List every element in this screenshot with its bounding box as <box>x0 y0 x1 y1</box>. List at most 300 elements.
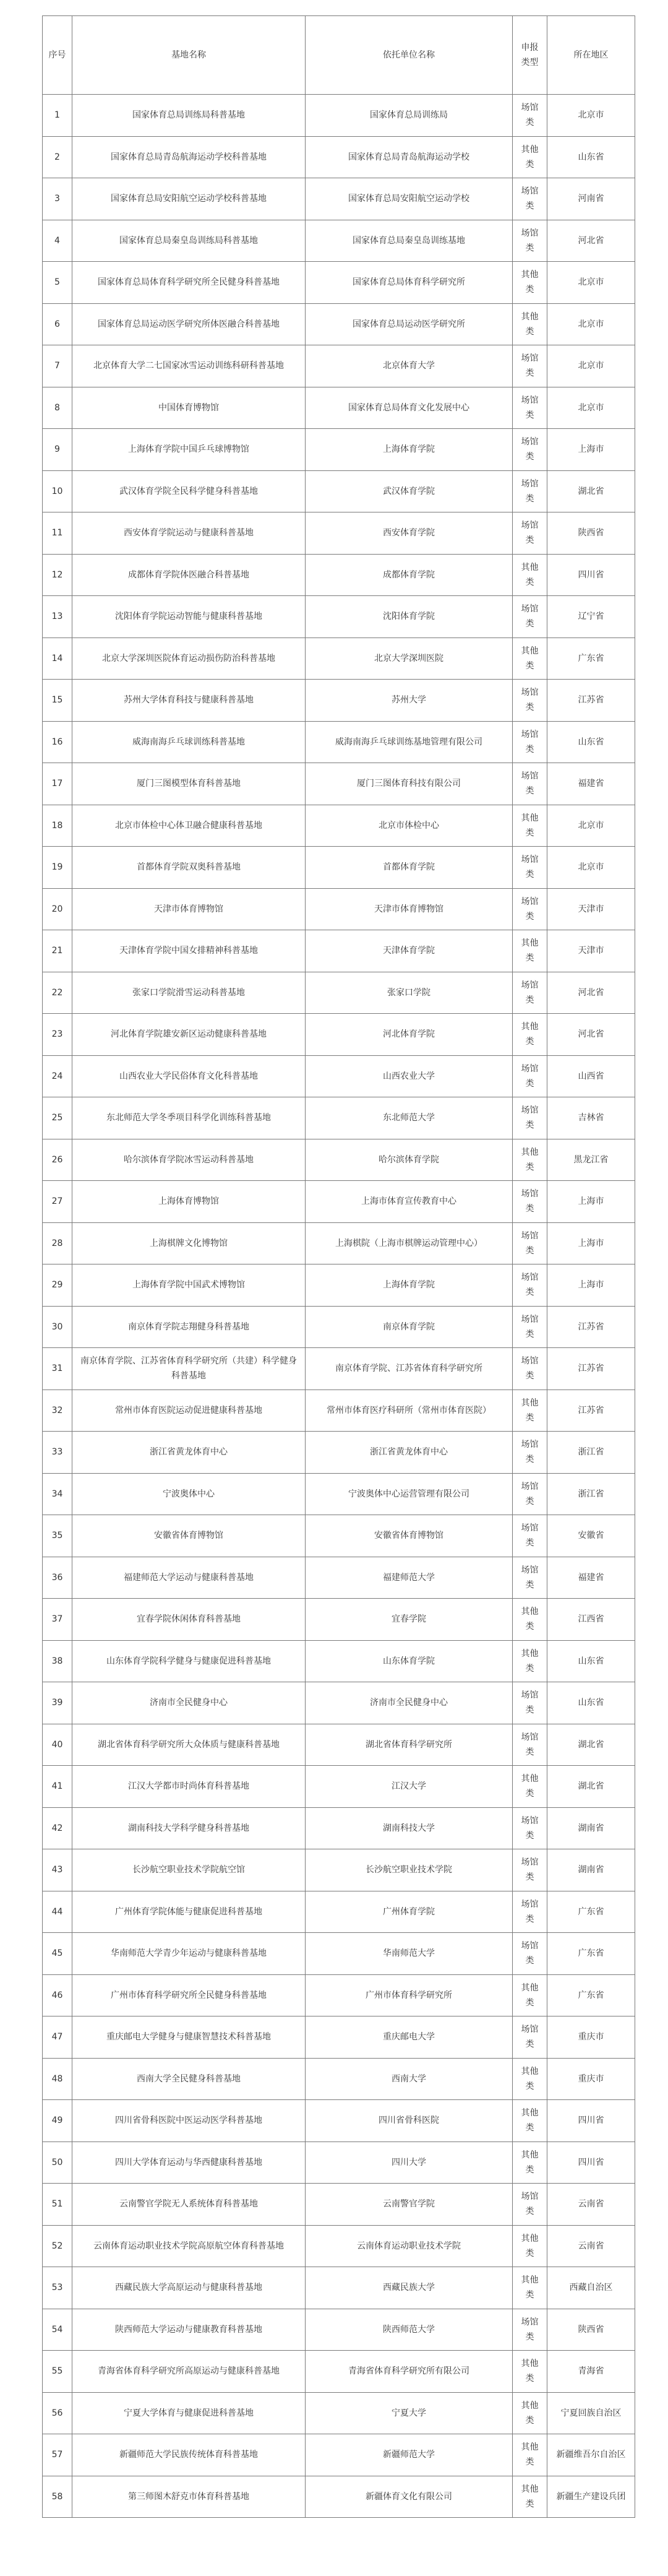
cell-org-name: 广州市体育科学研究所 <box>306 1974 513 2016</box>
cell-type: 场馆类 <box>513 972 547 1014</box>
cell-type: 其他类 <box>513 1014 547 1056</box>
cell-base-name: 厦门三图模型体育科普基地 <box>72 763 306 805</box>
cell-region: 江苏省 <box>547 1390 635 1432</box>
table-row <box>43 1599 635 1641</box>
cell-no: 43 <box>43 1849 72 1891</box>
cell-region: 北京市 <box>547 95 635 137</box>
cell-base-name: 云南警官学院无人系统体育科普基地 <box>72 2184 306 2226</box>
cell-base-name: 宜春学院休闲体育科普基地 <box>72 1599 306 1641</box>
cell-region: 重庆市 <box>547 2058 635 2100</box>
cell-region: 云南省 <box>547 2225 635 2267</box>
cell-region: 北京市 <box>547 387 635 429</box>
cell-type: 其他类 <box>513 303 547 345</box>
cell-no: 2 <box>43 136 72 178</box>
table-row <box>43 888 635 930</box>
cell-no: 29 <box>43 1264 72 1307</box>
cell-base-name: 山西农业大学民俗体育文化科普基地 <box>72 1055 306 1097</box>
cell-type: 其他类 <box>513 554 547 596</box>
cell-region: 河北省 <box>547 220 635 262</box>
cell-region: 上海市 <box>547 1264 635 1307</box>
cell-type: 场馆类 <box>513 721 547 763</box>
cell-base-name: 安徽省体育博物馆 <box>72 1515 306 1557</box>
cell-org-name: 华南师范大学 <box>306 1933 513 1975</box>
cell-region: 天津市 <box>547 888 635 930</box>
cell-region: 山西省 <box>547 1055 635 1097</box>
cell-type: 场馆类 <box>513 429 547 471</box>
table-row <box>43 1222 635 1264</box>
cell-org-name: 浙江省黄龙体育中心 <box>306 1432 513 1474</box>
cell-org-name: 国家体育总局安阳航空运动学校 <box>306 178 513 220</box>
cell-type: 场馆类 <box>513 680 547 722</box>
cell-region: 福建省 <box>547 1557 635 1599</box>
cell-region: 湖北省 <box>547 470 635 512</box>
cell-base-name: 沈阳体育学院运动智能与健康科普基地 <box>72 596 306 638</box>
cell-org-name: 福建师范大学 <box>306 1557 513 1599</box>
cell-type: 场馆类 <box>513 1849 547 1891</box>
cell-region: 河北省 <box>547 972 635 1014</box>
cell-org-name: 广州体育学院 <box>306 1891 513 1933</box>
header-name: 基地名称 <box>72 16 306 95</box>
cell-no: 34 <box>43 1473 72 1515</box>
cell-region: 山东省 <box>547 136 635 178</box>
table-row <box>43 1557 635 1599</box>
table-row <box>43 1432 635 1474</box>
cell-org-name: 东北师范大学 <box>306 1097 513 1139</box>
cell-org-name: 首都体育学院 <box>306 847 513 889</box>
cell-type: 场馆类 <box>513 1306 547 1348</box>
cell-base-name: 新疆师范大学民族传统体育科普基地 <box>72 2434 306 2476</box>
table-row <box>43 1682 635 1724</box>
cell-org-name: 苏州大学 <box>306 680 513 722</box>
cell-base-name: 第三师图木舒克市体育科普基地 <box>72 2476 306 2518</box>
cell-type: 场馆类 <box>513 888 547 930</box>
cell-region: 陕西省 <box>547 2309 635 2351</box>
cell-no: 13 <box>43 596 72 638</box>
cell-type: 其他类 <box>513 2100 547 2142</box>
cell-no: 7 <box>43 345 72 387</box>
cell-region: 江苏省 <box>547 1306 635 1348</box>
table-row <box>43 721 635 763</box>
cell-no: 28 <box>43 1222 72 1264</box>
cell-type: 其他类 <box>513 1640 547 1682</box>
header-no: 序号 <box>43 16 72 95</box>
table-row <box>43 2267 635 2309</box>
cell-org-name: 上海体育学院 <box>306 1264 513 1307</box>
cell-org-name: 北京大学深圳医院 <box>306 638 513 680</box>
cell-org-name: 安徽省体育博物馆 <box>306 1515 513 1557</box>
cell-region: 江西省 <box>547 1599 635 1641</box>
cell-region: 河北省 <box>547 1014 635 1056</box>
cell-region: 湖北省 <box>547 1724 635 1766</box>
cell-base-name: 济南市全民健身中心 <box>72 1682 306 1724</box>
cell-no: 11 <box>43 512 72 555</box>
table-row <box>43 2351 635 2393</box>
header-region: 所在地区 <box>547 16 635 95</box>
cell-org-name: 哈尔滨体育学院 <box>306 1139 513 1181</box>
cell-base-name: 浙江省黄龙体育中心 <box>72 1432 306 1474</box>
table-row <box>43 930 635 972</box>
cell-org-name: 国家体育总局体育文化发展中心 <box>306 387 513 429</box>
cell-base-name: 北京大学深圳医院体育运动损伤防治科普基地 <box>72 638 306 680</box>
cell-no: 15 <box>43 680 72 722</box>
cell-base-name: 四川大学体育运动与华西健康科普基地 <box>72 2142 306 2184</box>
cell-org-name: 湖北省体育科学研究所 <box>306 1724 513 1766</box>
cell-org-name: 宁波奥体中心运营管理有限公司 <box>306 1473 513 1515</box>
cell-org-name: 上海体育学院 <box>306 429 513 471</box>
cell-base-name: 山东体育学院科学健身与健康促进科普基地 <box>72 1640 306 1682</box>
table-row <box>43 1724 635 1766</box>
table-row <box>43 262 635 304</box>
table-row <box>43 972 635 1014</box>
table-row <box>43 1974 635 2016</box>
cell-base-name: 华南师范大学青少年运动与健康科普基地 <box>72 1933 306 1975</box>
table-row <box>43 1891 635 1933</box>
cell-type: 其他类 <box>513 2267 547 2309</box>
cell-org-name: 国家体育总局青岛航海运动学校 <box>306 136 513 178</box>
cell-org-name: 国家体育总局体育科学研究所 <box>306 262 513 304</box>
cell-org-name: 上海棋院（上海市棋牌运动管理中心） <box>306 1222 513 1264</box>
cell-org-name: 云南体育运动职业技术学院 <box>306 2225 513 2267</box>
cell-base-name: 西南大学全民健身科普基地 <box>72 2058 306 2100</box>
cell-region: 北京市 <box>547 847 635 889</box>
cell-region: 山东省 <box>547 1640 635 1682</box>
cell-type: 其他类 <box>513 1390 547 1432</box>
cell-region: 青海省 <box>547 2351 635 2393</box>
cell-type: 其他类 <box>513 1974 547 2016</box>
cell-base-name: 国家体育总局运动医学研究所体医融合科普基地 <box>72 303 306 345</box>
cell-base-name: 威海南海乒乓球训练科普基地 <box>72 721 306 763</box>
cell-org-name: 西藏民族大学 <box>306 2267 513 2309</box>
cell-base-name: 天津市体育博物馆 <box>72 888 306 930</box>
cell-region: 山东省 <box>547 721 635 763</box>
table-row <box>43 95 635 137</box>
cell-org-name: 新疆师范大学 <box>306 2434 513 2476</box>
cell-no: 47 <box>43 2016 72 2059</box>
cell-region: 安徽省 <box>547 1515 635 1557</box>
cell-type: 场馆类 <box>513 763 547 805</box>
table-row <box>43 1139 635 1181</box>
cell-type: 场馆类 <box>513 387 547 429</box>
cell-base-name: 国家体育总局训练局科普基地 <box>72 95 306 137</box>
cell-type: 场馆类 <box>513 1933 547 1975</box>
cell-base-name: 宁夏大学体育与健康促进科普基地 <box>72 2392 306 2434</box>
cell-base-name: 广州体育学院体能与健康促进科普基地 <box>72 1891 306 1933</box>
cell-type: 其他类 <box>513 2142 547 2184</box>
cell-org-name: 四川省骨科医院 <box>306 2100 513 2142</box>
cell-type: 场馆类 <box>513 2184 547 2226</box>
cell-org-name: 南京体育学院 <box>306 1306 513 1348</box>
cell-type: 场馆类 <box>513 1181 547 1223</box>
table-row <box>43 1097 635 1139</box>
cell-no: 31 <box>43 1348 72 1390</box>
cell-type: 其他类 <box>513 638 547 680</box>
cell-region: 吉林省 <box>547 1097 635 1139</box>
cell-no: 46 <box>43 1974 72 2016</box>
table-row <box>43 303 635 345</box>
cell-org-name: 北京体育大学 <box>306 345 513 387</box>
cell-no: 54 <box>43 2309 72 2351</box>
cell-org-name: 湖南科技大学 <box>306 1807 513 1849</box>
cell-type: 场馆类 <box>513 220 547 262</box>
cell-region: 新疆维吾尔自治区 <box>547 2434 635 2476</box>
cell-base-name: 湖南科技大学科学健身科普基地 <box>72 1807 306 1849</box>
cell-base-name: 常州市体育医院运动促进健康科普基地 <box>72 1390 306 1432</box>
cell-region: 宁夏回族自治区 <box>547 2392 635 2434</box>
cell-no: 30 <box>43 1306 72 1348</box>
table-row <box>43 1640 635 1682</box>
cell-base-name: 哈尔滨体育学院冰雪运动科普基地 <box>72 1139 306 1181</box>
cell-org-name: 国家体育总局秦皇岛训练基地 <box>306 220 513 262</box>
table-row <box>43 1055 635 1097</box>
cell-org-name: 青海省体育科学研究所有限公司 <box>306 2351 513 2393</box>
cell-no: 27 <box>43 1181 72 1223</box>
cell-region: 湖北省 <box>547 1766 635 1808</box>
table-row <box>43 1181 635 1223</box>
cell-no: 48 <box>43 2058 72 2100</box>
cell-type: 场馆类 <box>513 1348 547 1390</box>
cell-base-name: 国家体育总局秦皇岛训练局科普基地 <box>72 220 306 262</box>
cell-base-name: 宁波奥体中心 <box>72 1473 306 1515</box>
table-row <box>43 1348 635 1390</box>
cell-type: 场馆类 <box>513 2309 547 2351</box>
cell-base-name: 国家体育总局体育科学研究所全民健身科普基地 <box>72 262 306 304</box>
table-row <box>43 2392 635 2434</box>
cell-type: 其他类 <box>513 2058 547 2100</box>
cell-type: 其他类 <box>513 2392 547 2434</box>
cell-region: 湖南省 <box>547 1849 635 1891</box>
cell-region: 四川省 <box>547 554 635 596</box>
cell-org-name: 武汉体育学院 <box>306 470 513 512</box>
cell-region: 浙江省 <box>547 1473 635 1515</box>
cell-type: 场馆类 <box>513 1557 547 1599</box>
cell-region: 山东省 <box>547 1682 635 1724</box>
table-row <box>43 2476 635 2518</box>
cell-base-name: 武汉体育学院全民科学健身科普基地 <box>72 470 306 512</box>
table-row <box>43 429 635 471</box>
table-row <box>43 2184 635 2226</box>
cell-no: 36 <box>43 1557 72 1599</box>
cell-region: 湖南省 <box>547 1807 635 1849</box>
cell-base-name: 河北体育学院雄安新区运动健康科普基地 <box>72 1014 306 1056</box>
cell-type: 其他类 <box>513 1139 547 1181</box>
cell-region: 河南省 <box>547 178 635 220</box>
cell-region: 北京市 <box>547 805 635 847</box>
table-row <box>43 345 635 387</box>
cell-type: 场馆类 <box>513 470 547 512</box>
cell-type: 场馆类 <box>513 1097 547 1139</box>
cell-no: 42 <box>43 1807 72 1849</box>
cell-no: 17 <box>43 763 72 805</box>
cell-org-name: 常州市体育医疗科研所（常州市体育医院） <box>306 1390 513 1432</box>
table-row <box>43 847 635 889</box>
cell-base-name: 福建师范大学运动与健康科普基地 <box>72 1557 306 1599</box>
cell-type: 场馆类 <box>513 1807 547 1849</box>
cell-no: 53 <box>43 2267 72 2309</box>
cell-type: 场馆类 <box>513 1055 547 1097</box>
cell-org-name: 沈阳体育学院 <box>306 596 513 638</box>
cell-region: 四川省 <box>547 2100 635 2142</box>
cell-region: 辽宁省 <box>547 596 635 638</box>
cell-type: 场馆类 <box>513 1432 547 1474</box>
cell-base-name: 陕西师范大学运动与健康教育科普基地 <box>72 2309 306 2351</box>
cell-region: 北京市 <box>547 345 635 387</box>
table-row <box>43 2142 635 2184</box>
cell-region: 黑龙江省 <box>547 1139 635 1181</box>
cell-base-name: 重庆邮电大学健身与健康智慧技术科普基地 <box>72 2016 306 2059</box>
cell-no: 3 <box>43 178 72 220</box>
table-row <box>43 1264 635 1307</box>
cell-org-name: 宜春学院 <box>306 1599 513 1641</box>
cell-no: 56 <box>43 2392 72 2434</box>
cell-base-name: 国家体育总局青岛航海运动学校科普基地 <box>72 136 306 178</box>
cell-no: 33 <box>43 1432 72 1474</box>
cell-base-name: 湖北省体育科学研究所大众体质与健康科普基地 <box>72 1724 306 1766</box>
cell-org-name: 西南大学 <box>306 2058 513 2100</box>
cell-base-name: 上海体育学院中国乒乓球博物馆 <box>72 429 306 471</box>
cell-region: 上海市 <box>547 429 635 471</box>
table-row <box>43 387 635 429</box>
cell-no: 10 <box>43 470 72 512</box>
cell-type: 其他类 <box>513 930 547 972</box>
cell-base-name: 成都体育学院体医融合科普基地 <box>72 554 306 596</box>
cell-region: 广东省 <box>547 1933 635 1975</box>
cell-org-name: 天津市体育博物馆 <box>306 888 513 930</box>
cell-base-name: 江汉大学都市时尚体育科普基地 <box>72 1766 306 1808</box>
cell-base-name: 张家口学院滑雪运动科普基地 <box>72 972 306 1014</box>
cell-region: 广东省 <box>547 1974 635 2016</box>
cell-org-name: 成都体育学院 <box>306 554 513 596</box>
cell-region: 北京市 <box>547 262 635 304</box>
table-body <box>43 95 635 2518</box>
cell-no: 44 <box>43 1891 72 1933</box>
cell-type: 其他类 <box>513 2476 547 2518</box>
cell-no: 26 <box>43 1139 72 1181</box>
cell-org-name: 河北体育学院 <box>306 1014 513 1056</box>
cell-org-name: 新疆体育文化有限公司 <box>306 2476 513 2518</box>
table-row <box>43 220 635 262</box>
cell-region: 云南省 <box>547 2184 635 2226</box>
table-row <box>43 512 635 555</box>
table-header-row <box>43 16 635 95</box>
cell-type: 其他类 <box>513 2225 547 2267</box>
cell-org-name: 上海市体育宣传教育中心 <box>306 1181 513 1223</box>
cell-type: 其他类 <box>513 1766 547 1808</box>
cell-base-name: 广州市体育科学研究所全民健身科普基地 <box>72 1974 306 2016</box>
cell-no: 38 <box>43 1640 72 1682</box>
cell-org-name: 济南市全民健身中心 <box>306 1682 513 1724</box>
cell-no: 14 <box>43 638 72 680</box>
cell-no: 9 <box>43 429 72 471</box>
table-row <box>43 136 635 178</box>
cell-no: 52 <box>43 2225 72 2267</box>
cell-no: 50 <box>43 2142 72 2184</box>
table-row <box>43 680 635 722</box>
cell-org-name: 厦门三图体育科技有限公司 <box>306 763 513 805</box>
cell-region: 天津市 <box>547 930 635 972</box>
cell-type: 场馆类 <box>513 847 547 889</box>
cell-base-name: 首都体育学院双奥科普基地 <box>72 847 306 889</box>
cell-org-name: 山东体育学院 <box>306 1640 513 1682</box>
cell-type: 场馆类 <box>513 345 547 387</box>
header-org: 依托单位名称 <box>306 16 513 95</box>
cell-org-name: 山西农业大学 <box>306 1055 513 1097</box>
cell-base-name: 西安体育学院运动与健康科普基地 <box>72 512 306 555</box>
cell-no: 16 <box>43 721 72 763</box>
cell-region: 广东省 <box>547 638 635 680</box>
cell-base-name: 上海棋牌文化博物馆 <box>72 1222 306 1264</box>
cell-base-name: 北京市体检中心体卫融合健康科普基地 <box>72 805 306 847</box>
table-row <box>43 470 635 512</box>
cell-type: 场馆类 <box>513 1891 547 1933</box>
cell-type: 其他类 <box>513 2434 547 2476</box>
table-row <box>43 1473 635 1515</box>
cell-no: 4 <box>43 220 72 262</box>
table-row <box>43 1766 635 1808</box>
cell-type: 场馆类 <box>513 1473 547 1515</box>
cell-base-name: 南京体育学院、江苏省体育科学研究所（共建）科学健身科普基地 <box>72 1348 306 1390</box>
cell-base-name: 青海省体育科学研究所高原运动与健康科普基地 <box>72 2351 306 2393</box>
table-row <box>43 596 635 638</box>
cell-org-name: 天津体育学院 <box>306 930 513 972</box>
table-row <box>43 178 635 220</box>
cell-base-name: 中国体育博物馆 <box>72 387 306 429</box>
cell-org-name: 云南警官学院 <box>306 2184 513 2226</box>
cell-no: 8 <box>43 387 72 429</box>
cell-base-name: 云南体育运动职业技术学院高原航空体育科普基地 <box>72 2225 306 2267</box>
science-base-table <box>42 15 635 2518</box>
table-row <box>43 2016 635 2059</box>
cell-no: 35 <box>43 1515 72 1557</box>
cell-base-name: 上海体育学院中国武术博物馆 <box>72 1264 306 1307</box>
table-row <box>43 1390 635 1432</box>
cell-type: 场馆类 <box>513 596 547 638</box>
cell-base-name: 苏州大学体育科技与健康科普基地 <box>72 680 306 722</box>
cell-org-name: 西安体育学院 <box>306 512 513 555</box>
cell-org-name: 南京体育学院、江苏省体育科学研究所 <box>306 1348 513 1390</box>
cell-org-name: 北京市体检中心 <box>306 805 513 847</box>
cell-org-name: 江汉大学 <box>306 1766 513 1808</box>
cell-region: 陕西省 <box>547 512 635 555</box>
cell-base-name: 天津体育学院中国女排精神科普基地 <box>72 930 306 972</box>
table-row <box>43 2100 635 2142</box>
cell-type: 场馆类 <box>513 95 547 137</box>
table-row <box>43 1515 635 1557</box>
header-type: 申报类型 <box>513 16 547 95</box>
cell-no: 21 <box>43 930 72 972</box>
cell-no: 49 <box>43 2100 72 2142</box>
table-row <box>43 1306 635 1348</box>
cell-org-name: 威海南海乒乓球训练基地管理有限公司 <box>306 721 513 763</box>
cell-no: 12 <box>43 554 72 596</box>
cell-type: 其他类 <box>513 136 547 178</box>
cell-no: 23 <box>43 1014 72 1056</box>
cell-no: 24 <box>43 1055 72 1097</box>
cell-type: 场馆类 <box>513 1515 547 1557</box>
cell-type: 场馆类 <box>513 1724 547 1766</box>
cell-region: 四川省 <box>547 2142 635 2184</box>
cell-no: 58 <box>43 2476 72 2518</box>
cell-region: 新疆生产建设兵团 <box>547 2476 635 2518</box>
cell-region: 北京市 <box>547 303 635 345</box>
table-row <box>43 763 635 805</box>
cell-type: 场馆类 <box>513 178 547 220</box>
cell-no: 55 <box>43 2351 72 2393</box>
cell-no: 57 <box>43 2434 72 2476</box>
cell-org-name: 四川大学 <box>306 2142 513 2184</box>
cell-no: 39 <box>43 1682 72 1724</box>
cell-region: 重庆市 <box>547 2016 635 2059</box>
table-row <box>43 638 635 680</box>
